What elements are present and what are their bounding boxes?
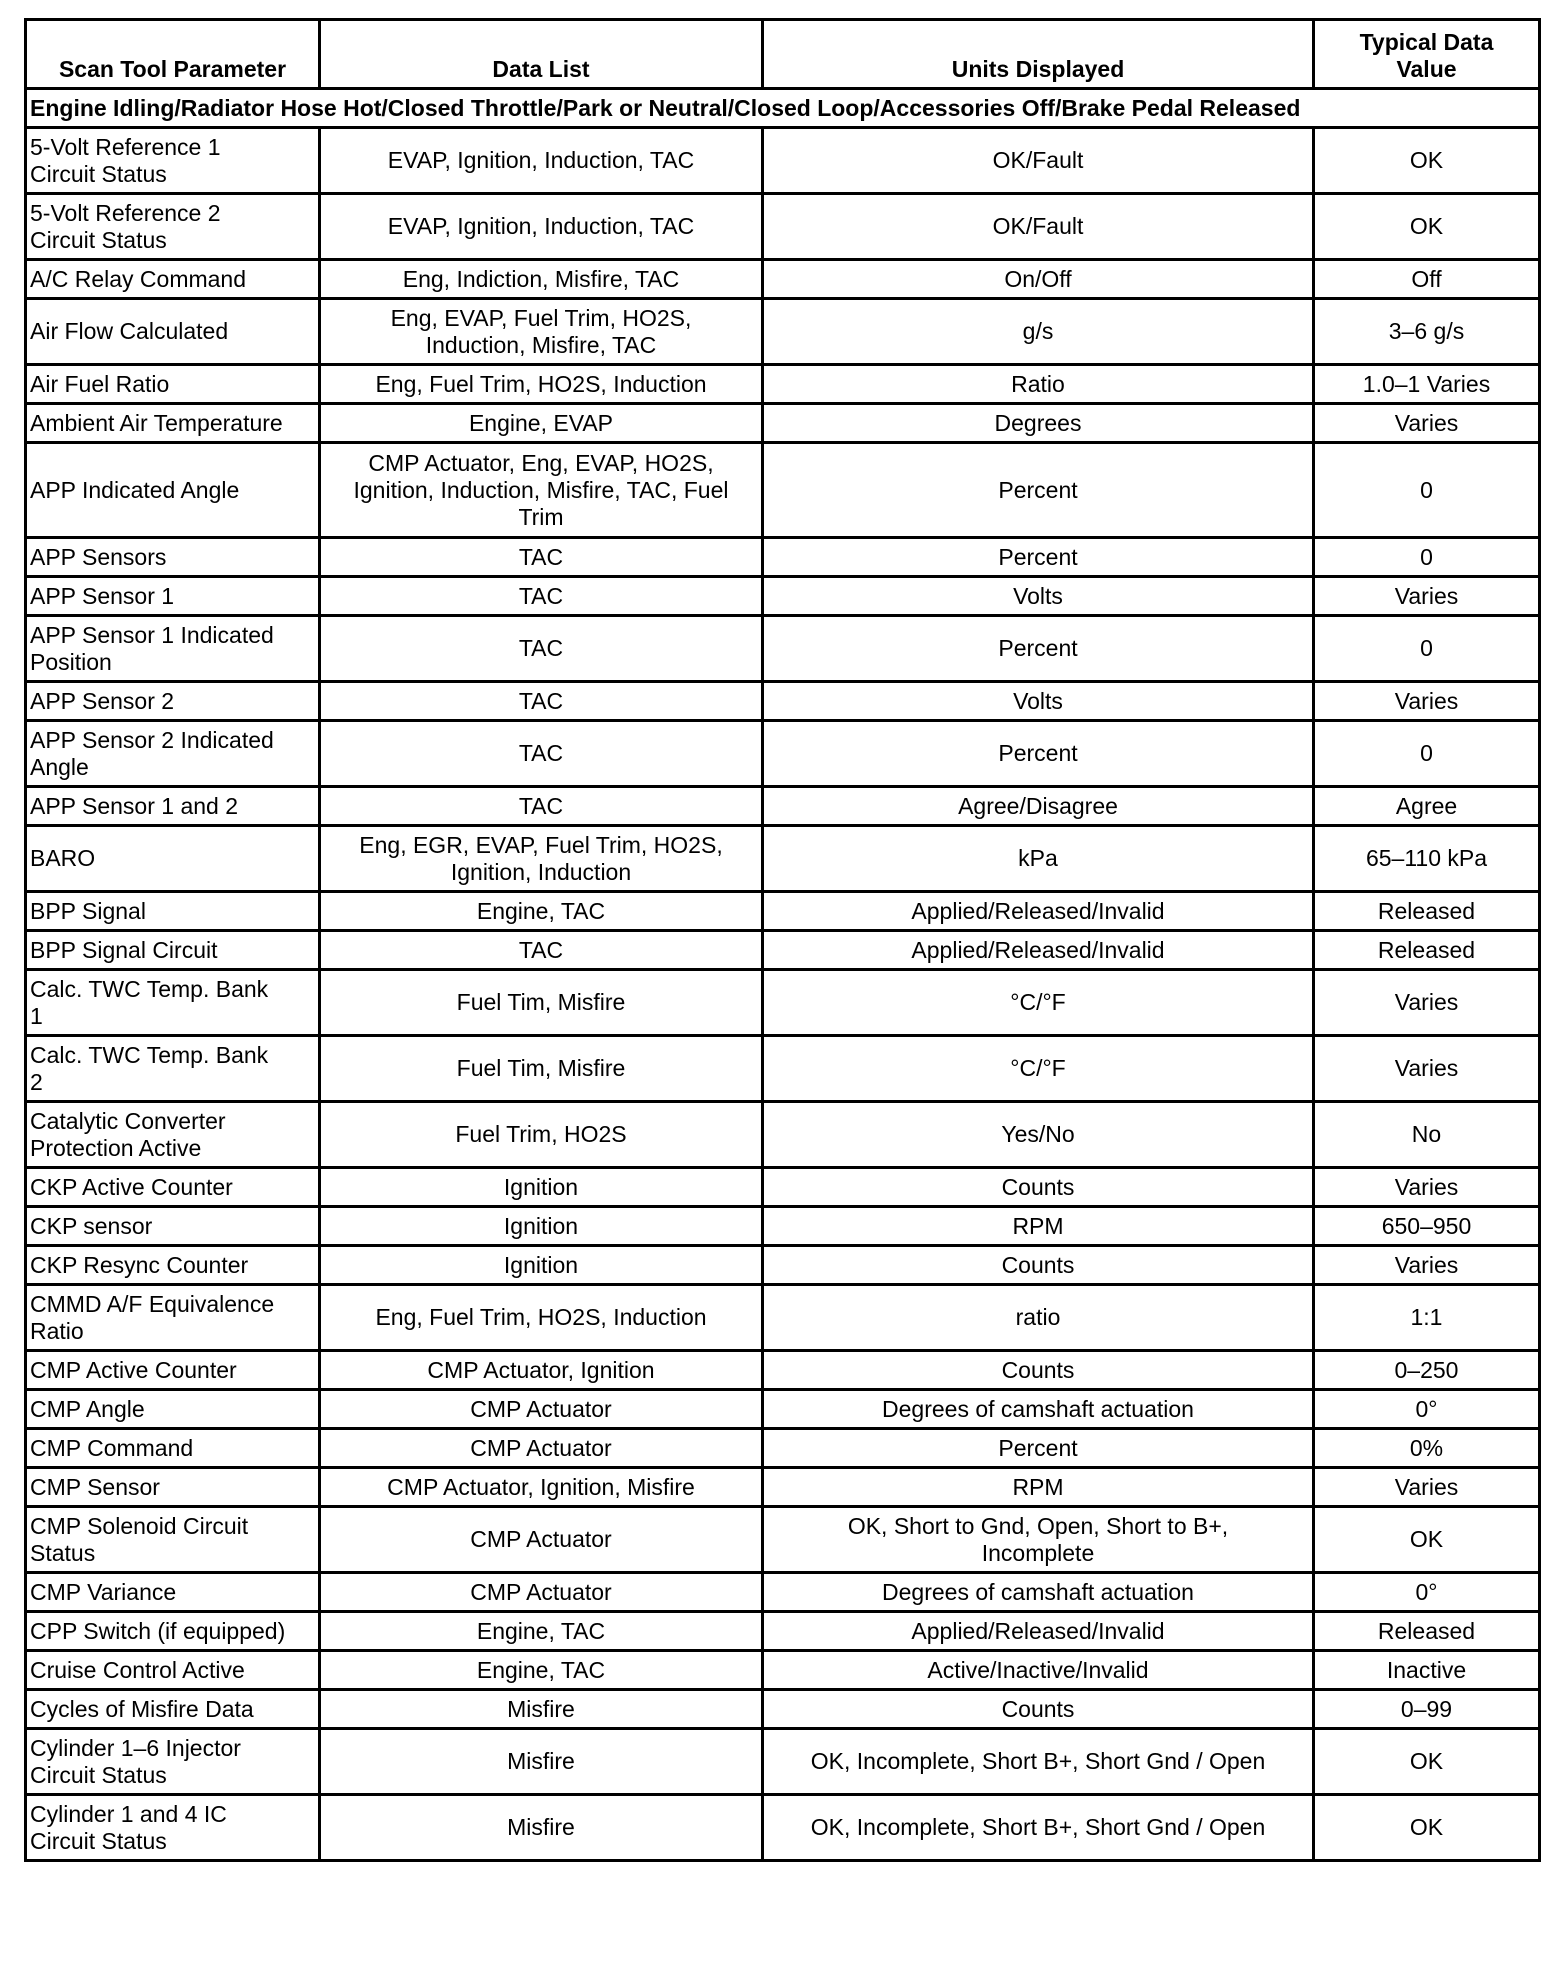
data-list-cell: TAC	[320, 682, 763, 721]
table-row	[26, 970, 1540, 1036]
table-row	[26, 1246, 1540, 1285]
parameter-cell: Catalytic Converter Protection Active	[26, 1102, 320, 1168]
typical-value-cell: OK	[1314, 1507, 1540, 1573]
units-cell: Applied/Released/Invalid	[763, 1612, 1314, 1651]
data-list-cell: CMP Actuator	[320, 1390, 763, 1429]
units-cell: OK, Incomplete, Short B+, Short Gnd / Open	[763, 1795, 1314, 1861]
parameter-cell: BPP Signal	[26, 892, 320, 931]
units-cell: Counts	[763, 1168, 1314, 1207]
parameter-cell: Air Flow Calculated	[26, 299, 320, 365]
header-typical-data-value: Typical Data Value	[1314, 20, 1540, 89]
parameter-cell: BPP Signal Circuit	[26, 931, 320, 970]
typical-value-cell: Agree	[1314, 787, 1540, 826]
data-list-cell: Fuel Tim, Misfire	[320, 970, 763, 1036]
units-cell: Volts	[763, 682, 1314, 721]
units-cell: Degrees of camshaft actuation	[763, 1573, 1314, 1612]
typical-value-cell: OK	[1314, 194, 1540, 260]
parameter-cell: APP Sensors	[26, 538, 320, 577]
typical-value-cell: Varies	[1314, 577, 1540, 616]
data-list-cell: Engine, TAC	[320, 892, 763, 931]
parameter-cell: 5-Volt Reference 2 Circuit Status	[26, 194, 320, 260]
units-cell: Ratio	[763, 365, 1314, 404]
parameter-cell: Calc. TWC Temp. Bank 2	[26, 1036, 320, 1102]
parameter-cell: Cycles of Misfire Data	[26, 1690, 320, 1729]
parameter-cell: APP Sensor 1 Indicated Position	[26, 616, 320, 682]
table-row	[26, 260, 1540, 299]
table-row	[26, 1468, 1540, 1507]
data-list-cell: Engine, TAC	[320, 1651, 763, 1690]
table-row	[26, 682, 1540, 721]
parameter-cell: CMP Variance	[26, 1573, 320, 1612]
parameter-cell: 5-Volt Reference 1 Circuit Status	[26, 128, 320, 194]
units-cell: °C/°F	[763, 1036, 1314, 1102]
parameter-cell: CKP Resync Counter	[26, 1246, 320, 1285]
units-cell: Percent	[763, 1429, 1314, 1468]
parameter-cell: CMP Solenoid Circuit Status	[26, 1507, 320, 1573]
data-list-cell: Eng, Fuel Trim, HO2S, Induction	[320, 365, 763, 404]
units-cell: Counts	[763, 1690, 1314, 1729]
header-data-list: Data List	[320, 20, 763, 89]
typical-value-cell: 1:1	[1314, 1285, 1540, 1351]
parameter-cell: CKP Active Counter	[26, 1168, 320, 1207]
parameter-cell: CMP Sensor	[26, 1468, 320, 1507]
data-list-cell: TAC	[320, 616, 763, 682]
data-list-cell: Misfire	[320, 1795, 763, 1861]
units-cell: Agree/Disagree	[763, 787, 1314, 826]
typical-value-cell: Released	[1314, 1612, 1540, 1651]
data-list-cell: Ignition	[320, 1246, 763, 1285]
units-cell: RPM	[763, 1468, 1314, 1507]
typical-value-cell: Inactive	[1314, 1651, 1540, 1690]
parameter-cell: APP Sensor 2	[26, 682, 320, 721]
table-row	[26, 787, 1540, 826]
typical-value-cell: Off	[1314, 260, 1540, 299]
table-row	[26, 1612, 1540, 1651]
units-cell: g/s	[763, 299, 1314, 365]
parameter-cell: APP Sensor 1	[26, 577, 320, 616]
table-row	[26, 1036, 1540, 1102]
typical-value-cell: 0%	[1314, 1429, 1540, 1468]
data-list-cell: CMP Actuator, Eng, EVAP, HO2S, Ignition, Induction, Misfire, TAC, Fuel Trim	[320, 443, 763, 538]
typical-value-cell: OK	[1314, 1795, 1540, 1861]
data-list-cell: Misfire	[320, 1729, 763, 1795]
data-list-cell: CMP Actuator, Ignition, Misfire	[320, 1468, 763, 1507]
units-cell: Counts	[763, 1351, 1314, 1390]
parameter-cell: APP Sensor 2 Indicated Angle	[26, 721, 320, 787]
parameter-cell: Calc. TWC Temp. Bank 1	[26, 970, 320, 1036]
data-list-cell: Eng, Fuel Trim, HO2S, Induction	[320, 1285, 763, 1351]
data-list-cell: Eng, EVAP, Fuel Trim, HO2S, Induction, Misfire, TAC	[320, 299, 763, 365]
typical-value-cell: 0	[1314, 616, 1540, 682]
table-row	[26, 1102, 1540, 1168]
typical-value-cell: Varies	[1314, 1468, 1540, 1507]
table-row	[26, 404, 1540, 443]
units-cell: Percent	[763, 443, 1314, 538]
data-list-cell: CMP Actuator	[320, 1507, 763, 1573]
typical-value-cell: 0°	[1314, 1573, 1540, 1612]
table-row	[26, 892, 1540, 931]
table-row	[26, 538, 1540, 577]
units-cell: OK, Incomplete, Short B+, Short Gnd / Open	[763, 1729, 1314, 1795]
units-cell: Percent	[763, 721, 1314, 787]
units-cell: OK/Fault	[763, 194, 1314, 260]
table-row	[26, 128, 1540, 194]
typical-value-cell: 650–950	[1314, 1207, 1540, 1246]
data-list-cell: TAC	[320, 721, 763, 787]
typical-value-cell: 0–250	[1314, 1351, 1540, 1390]
units-cell: Counts	[763, 1246, 1314, 1285]
table-row	[26, 826, 1540, 892]
parameter-cell: CMMD A/F Equivalence Ratio	[26, 1285, 320, 1351]
units-cell: ratio	[763, 1285, 1314, 1351]
units-cell: Volts	[763, 577, 1314, 616]
scan-tool-data-table	[24, 18, 1541, 1862]
data-list-cell: Ignition	[320, 1207, 763, 1246]
units-cell: Percent	[763, 538, 1314, 577]
section-row	[26, 89, 1540, 128]
parameter-cell: BARO	[26, 826, 320, 892]
table-row	[26, 1429, 1540, 1468]
data-list-cell: Engine, TAC	[320, 1612, 763, 1651]
units-cell: On/Off	[763, 260, 1314, 299]
table-row	[26, 365, 1540, 404]
data-list-cell: Fuel Tim, Misfire	[320, 1036, 763, 1102]
data-list-cell: Fuel Trim, HO2S	[320, 1102, 763, 1168]
units-cell: OK/Fault	[763, 128, 1314, 194]
data-list-cell: CMP Actuator, Ignition	[320, 1351, 763, 1390]
units-cell: OK, Short to Gnd, Open, Short to B+, Incomplete	[763, 1507, 1314, 1573]
typical-value-cell: Varies	[1314, 1246, 1540, 1285]
typical-value-cell: Varies	[1314, 970, 1540, 1036]
parameter-cell: A/C Relay Command	[26, 260, 320, 299]
header-row	[26, 20, 1540, 89]
units-cell: Degrees	[763, 404, 1314, 443]
units-cell: Active/Inactive/Invalid	[763, 1651, 1314, 1690]
table-row	[26, 616, 1540, 682]
data-list-cell: EVAP, Ignition, Induction, TAC	[320, 194, 763, 260]
data-list-cell: Engine, EVAP	[320, 404, 763, 443]
typical-value-cell: 0	[1314, 443, 1540, 538]
parameter-cell: Cylinder 1 and 4 IC Circuit Status	[26, 1795, 320, 1861]
table-row	[26, 1351, 1540, 1390]
typical-value-cell: Varies	[1314, 682, 1540, 721]
table-row	[26, 1690, 1540, 1729]
data-list-cell: CMP Actuator	[320, 1429, 763, 1468]
parameter-cell: CMP Angle	[26, 1390, 320, 1429]
typical-value-cell: Released	[1314, 931, 1540, 970]
parameter-cell: Air Fuel Ratio	[26, 365, 320, 404]
units-cell: Applied/Released/Invalid	[763, 892, 1314, 931]
parameter-cell: CMP Active Counter	[26, 1351, 320, 1390]
typical-value-cell: OK	[1314, 128, 1540, 194]
units-cell: RPM	[763, 1207, 1314, 1246]
typical-value-cell: 0°	[1314, 1390, 1540, 1429]
table-row	[26, 299, 1540, 365]
data-list-cell: EVAP, Ignition, Induction, TAC	[320, 128, 763, 194]
table-row	[26, 1729, 1540, 1795]
typical-value-cell: 3–6 g/s	[1314, 299, 1540, 365]
data-list-cell: Eng, Indiction, Misfire, TAC	[320, 260, 763, 299]
parameter-cell: Cylinder 1–6 Injector Circuit Status	[26, 1729, 320, 1795]
typical-value-cell: Varies	[1314, 1036, 1540, 1102]
header-scan-tool-parameter: Scan Tool Parameter	[26, 20, 320, 89]
table-row	[26, 1207, 1540, 1246]
typical-value-cell: Varies	[1314, 1168, 1540, 1207]
units-cell: Degrees of camshaft actuation	[763, 1390, 1314, 1429]
data-list-cell: TAC	[320, 538, 763, 577]
header-units-displayed: Units Displayed	[763, 20, 1314, 89]
parameter-cell: Ambient Air Temperature	[26, 404, 320, 443]
section-conditions: Engine Idling/Radiator Hose Hot/Closed Throttle/Park or Neutral/Closed Loop/Accessories Off/Brake Pedal Released	[26, 89, 1540, 128]
table-row	[26, 1507, 1540, 1573]
typical-value-cell: 65–110 kPa	[1314, 826, 1540, 892]
typical-value-cell: 0–99	[1314, 1690, 1540, 1729]
units-cell: Percent	[763, 616, 1314, 682]
typical-value-cell: Released	[1314, 892, 1540, 931]
parameter-cell: APP Indicated Angle	[26, 443, 320, 538]
typical-value-cell: 0	[1314, 721, 1540, 787]
table-row	[26, 1573, 1540, 1612]
typical-value-cell: Varies	[1314, 404, 1540, 443]
table-row	[26, 1285, 1540, 1351]
table-row	[26, 721, 1540, 787]
table-row	[26, 931, 1540, 970]
table-row	[26, 1390, 1540, 1429]
units-cell: kPa	[763, 826, 1314, 892]
table-row	[26, 1168, 1540, 1207]
parameter-cell: CMP Command	[26, 1429, 320, 1468]
data-list-cell: Eng, EGR, EVAP, Fuel Trim, HO2S, Ignition, Induction	[320, 826, 763, 892]
units-cell: °C/°F	[763, 970, 1314, 1036]
typical-value-cell: No	[1314, 1102, 1540, 1168]
table-row	[26, 443, 1540, 538]
table-row	[26, 1651, 1540, 1690]
typical-value-cell: 0	[1314, 538, 1540, 577]
parameter-cell: CPP Switch (if equipped)	[26, 1612, 320, 1651]
data-list-cell: CMP Actuator	[320, 1573, 763, 1612]
data-list-cell: TAC	[320, 931, 763, 970]
typical-value-cell: OK	[1314, 1729, 1540, 1795]
data-list-cell: Ignition	[320, 1168, 763, 1207]
data-list-cell: Misfire	[320, 1690, 763, 1729]
typical-value-cell: 1.0–1 Varies	[1314, 365, 1540, 404]
parameter-cell: APP Sensor 1 and 2	[26, 787, 320, 826]
parameter-cell: Cruise Control Active	[26, 1651, 320, 1690]
table-row	[26, 577, 1540, 616]
units-cell: Applied/Released/Invalid	[763, 931, 1314, 970]
parameter-cell: CKP sensor	[26, 1207, 320, 1246]
data-list-cell: TAC	[320, 577, 763, 616]
table-row	[26, 1795, 1540, 1861]
units-cell: Yes/No	[763, 1102, 1314, 1168]
table-row	[26, 194, 1540, 260]
data-list-cell: TAC	[320, 787, 763, 826]
